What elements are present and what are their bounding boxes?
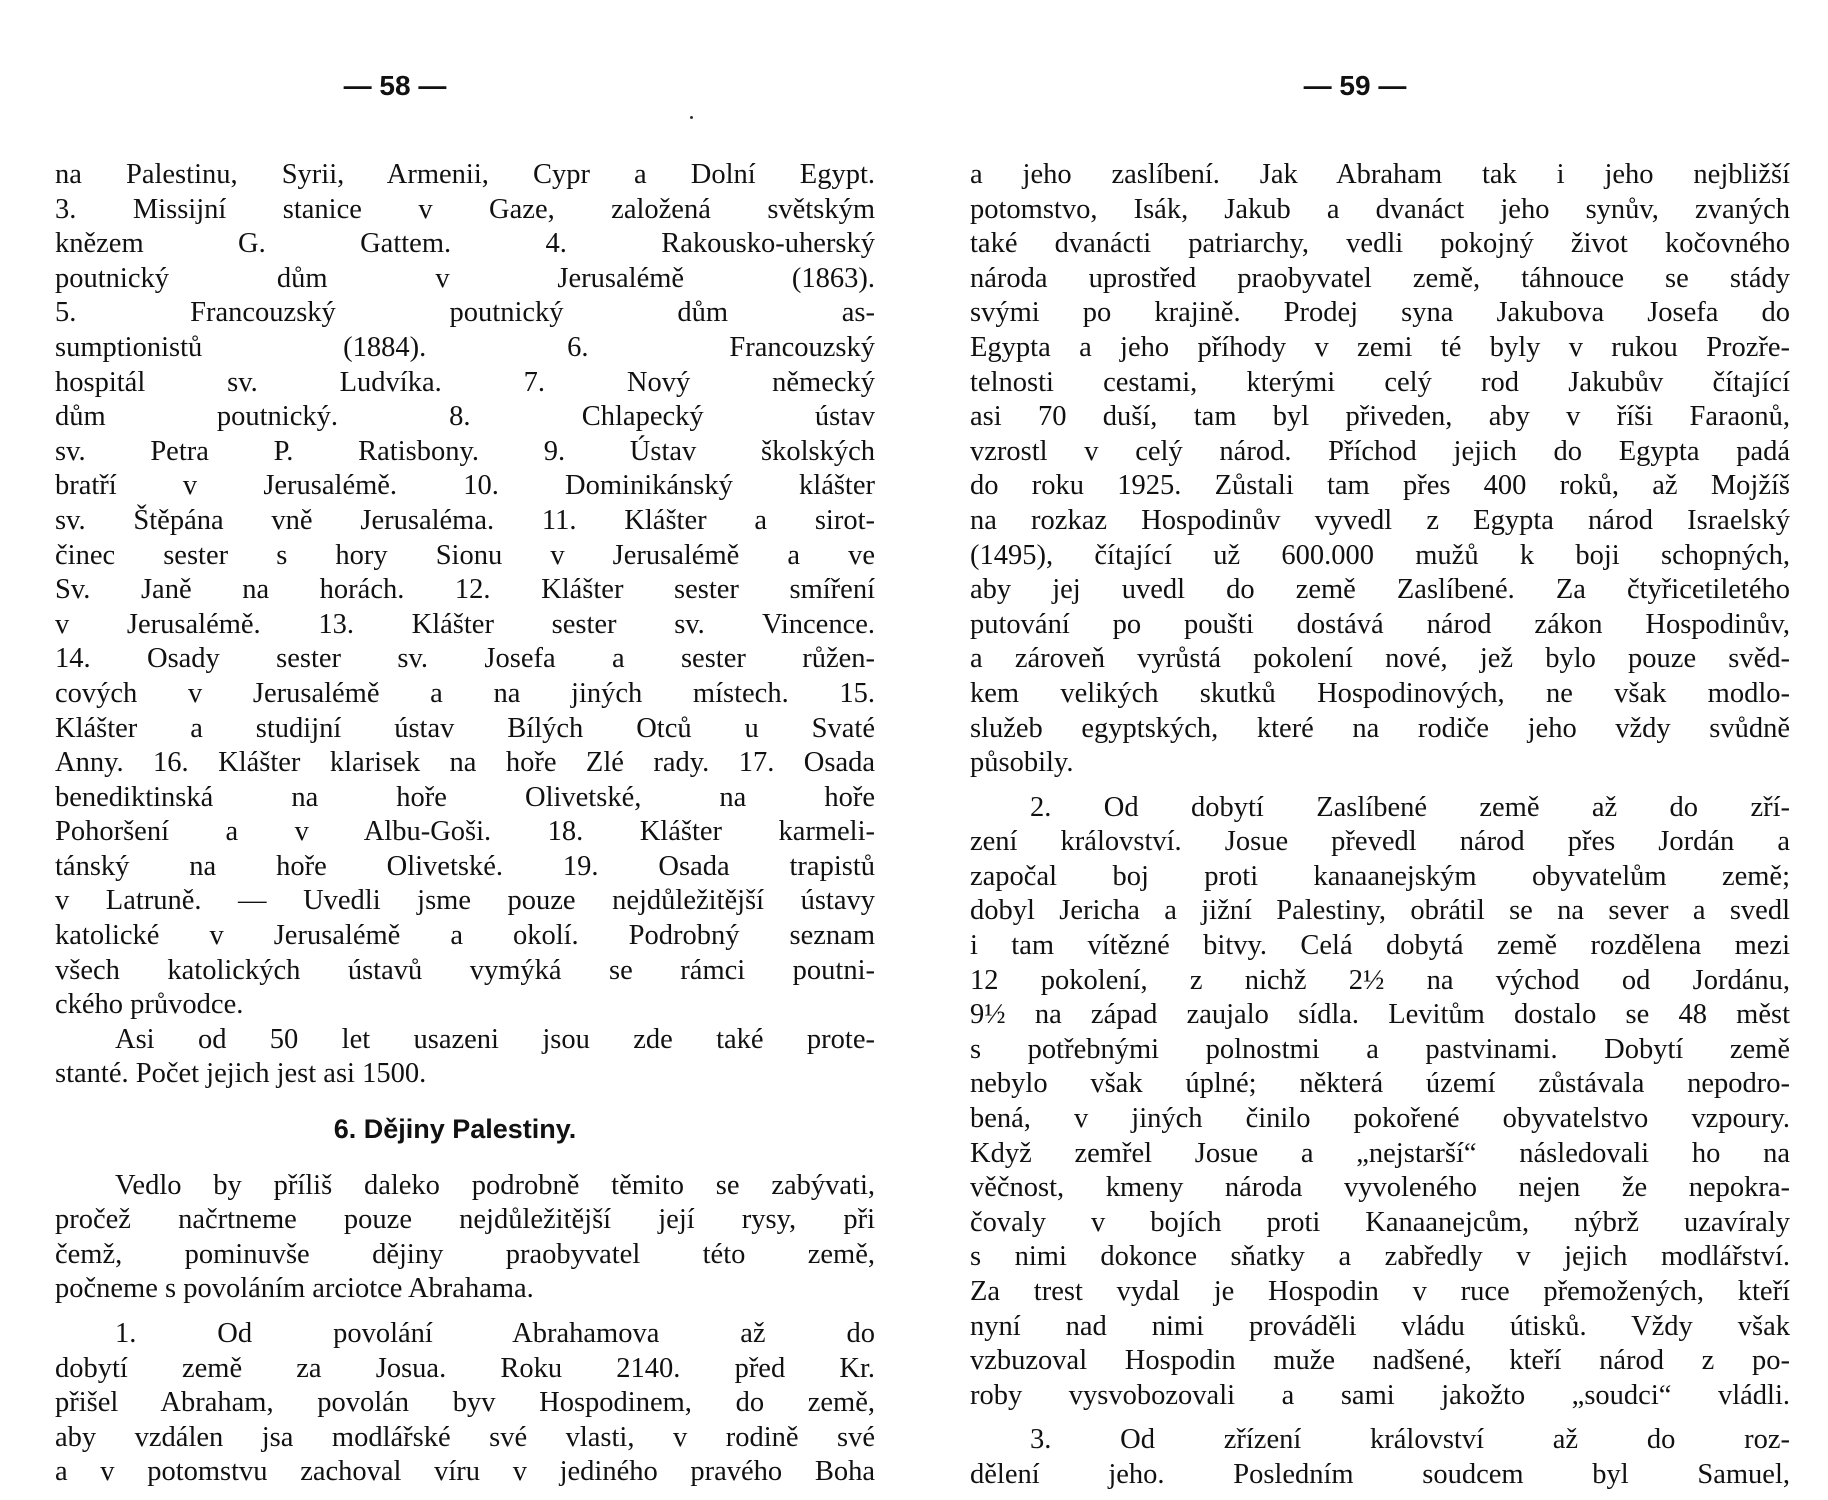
text-line: stanté. Počet jejich jest asi 1500. bbox=[55, 1058, 427, 1090]
text-line: dům poutnický. 8. Chlapecký ústav bbox=[55, 401, 875, 433]
text-line: 14. Osady sester sv. Josefa a sester růžen- bbox=[55, 643, 875, 675]
text-line: také dvanácti patriarchy, vedli pokojný život kočovného bbox=[970, 228, 1790, 260]
text-line: Klášter a studijní ústav Bílých Otců u Svaté bbox=[55, 712, 875, 744]
text-line: i tam vítězné bitvy. Celá dobytá země rozdělena mezi bbox=[970, 930, 1790, 962]
text-line: služeb egyptských, které na rodiče jeho vždy svůdně bbox=[970, 712, 1790, 744]
text-line: telnosti cestami, kterými celý rod Jakubův čítající bbox=[970, 366, 1790, 398]
page-text bbox=[970, 158, 1790, 1493]
left-page bbox=[55, 0, 875, 1500]
text-line: roby vysvobozovali a sami jakožto „soudci“ vládli. bbox=[970, 1379, 1790, 1411]
text-line: Pohoršení a v Albu-Goši. 18. Klášter karmeli- bbox=[55, 816, 875, 848]
text-line: pročež načrtneme pouze nejdůležitější její rysy, při bbox=[55, 1204, 875, 1236]
text-line: s nimi dokonce sňatky a zabředly v jejich modlářství. bbox=[970, 1241, 1790, 1273]
text-line: činec sester s hory Sionu v Jerusalémě a ve bbox=[55, 539, 875, 571]
text-line: nebylo však úplné; některá území zůstávala nepodro- bbox=[970, 1068, 1790, 1100]
text-line: 3. Od zřízení království až do roz- bbox=[1030, 1424, 1790, 1456]
text-line: počneme s povoláním arciotce Abrahama. bbox=[55, 1273, 534, 1305]
text-line: sv. Štěpána vně Jerusaléma. 11. Klášter a sirot- bbox=[55, 504, 875, 536]
text-line: s potřebnými polnostmi a pastvinami. Dobytí země bbox=[970, 1033, 1790, 1065]
text-line: dělení jeho. Posledním soudcem byl Samuel, bbox=[970, 1458, 1790, 1490]
text-line: Asi od 50 let usazeni jsou zde také prote- bbox=[115, 1023, 875, 1055]
text-line: benediktinská na hoře Olivetské, na hoře bbox=[55, 781, 875, 813]
text-line: bená, v jiných činilo pokořené obyvatelstvo vzpoury. bbox=[970, 1103, 1790, 1135]
text-line: kem velikých skutků Hospodinových, ne však modlo- bbox=[970, 677, 1790, 709]
text-line: potomstvo, Isák, Jakub a dvanáct jeho synův, zvaných bbox=[970, 193, 1790, 225]
text-line: vzrostl v celý národ. Příchod jejich do Egypta padá bbox=[970, 435, 1790, 467]
text-line: na rozkaz Hospodinův vyvedl z Egypta národ Israelský bbox=[970, 504, 1790, 536]
text-line: tánský na hoře Olivetské. 19. Osada trapistů bbox=[55, 850, 875, 882]
text-line: národa uprostřed praobyvatel země, táhnouce se stády bbox=[970, 262, 1790, 294]
text-line: cových v Jerusalémě a na jiných místech. 15. bbox=[55, 677, 875, 709]
text-line: a v potomstvu zachoval víru v jediného pravého Boha bbox=[55, 1456, 875, 1488]
text-line: (1495), čítající už 600.000 mužů k boji schopných, bbox=[970, 539, 1790, 571]
text-line: zení království. Josue převedl národ přes Jordán a bbox=[970, 826, 1790, 858]
text-line: působily. bbox=[970, 747, 1074, 779]
text-line: přišel Abraham, povolán byv Hospodinem, do země, bbox=[55, 1387, 875, 1419]
page-number: — 59 — bbox=[1303, 70, 1407, 101]
text-line: čemž, pominuvše dějiny praobyvatel této země, bbox=[55, 1238, 875, 1270]
text-line: 3. Missijní stanice v Gaze, založená světským bbox=[55, 193, 875, 225]
text-line: hospitál sv. Ludvíka. 7. Nový německý bbox=[55, 366, 875, 398]
text-line: putování po poušti dostává národ zákon Hospodinův, bbox=[970, 608, 1790, 640]
text-line: aby jej uvedl do země Zaslíbené. Za čtyřicetiletého bbox=[970, 574, 1790, 606]
text-line: asi 70 duší, tam byl přiveden, aby v říši Faraonů, bbox=[970, 401, 1790, 433]
text-line: věčnost, kmeny národa vyvoleného nejen že nepokra- bbox=[970, 1172, 1790, 1204]
text-line: na Palestinu, Syrii, Armenii, Cypr a Dolní Egypt. bbox=[55, 159, 875, 190]
page-number: — 58 — bbox=[343, 70, 447, 101]
text-line: 9½ na západ zaujalo sídla. Levitům dostalo se 48 měst bbox=[970, 999, 1790, 1031]
text-line: katolické v Jerusalémě a okolí. Podrobný seznam bbox=[55, 920, 875, 952]
text-line: Vedlo by příliš daleko podrobně těmito se zabývati, bbox=[115, 1169, 875, 1201]
text-line: čovaly v bojích proti Kanaanejcům, nýbrž uzavíraly bbox=[970, 1206, 1790, 1238]
text-line: knězem G. Gattem. 4. Rakousko-uherský bbox=[55, 228, 875, 260]
text-line: a jeho zaslíbení. Jak Abraham tak i jeho nejbližší bbox=[970, 159, 1790, 190]
text-line: Anny. 16. Klášter klarisek na hoře Zlé rady. 17. Osada bbox=[55, 747, 875, 779]
text-line: Když zemřel Josue a „nejstarší“ následovali ho na bbox=[970, 1137, 1790, 1169]
section-heading: 6. Dějiny Palestiny. bbox=[333, 1114, 577, 1145]
text-line: sumptionistů (1884). 6. Francouzský bbox=[55, 331, 875, 363]
text-line: bratří v Jerusalémě. 10. Dominikánský klášter bbox=[55, 470, 875, 502]
text-line: vzbuzoval Hospodin muže nadšené, kteří národ z po- bbox=[970, 1345, 1790, 1377]
text-line: všech katolických ústavů vymýká se rámci poutni- bbox=[55, 954, 875, 986]
text-line: poutnický dům v Jerusalémě (1863). bbox=[55, 262, 875, 294]
text-line: nyní nad nimi prováděli vládu útisků. Vždy však bbox=[970, 1310, 1790, 1342]
page-text bbox=[55, 158, 875, 1490]
text-line: 5. Francouzský poutnický dům as- bbox=[55, 297, 875, 329]
text-line: svými po krajině. Prodej syna Jakubova Josefa do bbox=[970, 297, 1790, 329]
text-line: 1. Od povolání Abrahamova až do bbox=[115, 1318, 875, 1349]
text-line: Egypta a jeho příhody v zemi té byly v rukou Prozře- bbox=[970, 331, 1790, 363]
text-line: a zároveň vyrůstá pokolení nové, jež bylo pouze svěd- bbox=[970, 643, 1790, 675]
text-line: ckého průvodce. bbox=[55, 989, 244, 1021]
text-line: dobyl Jericha a jižní Palestiny, obrátil se na sever a svedl bbox=[970, 895, 1790, 927]
text-line: v Jerusalémě. 13. Klášter sester sv. Vincence. bbox=[55, 608, 875, 640]
text-line: aby vzdálen jsa modlářské své vlasti, v rodině své bbox=[55, 1421, 875, 1453]
text-line: 12 pokolení, z nichž 2½ na východ od Jordánu, bbox=[970, 964, 1790, 996]
text-line: dobytí země za Josua. Roku 2140. před Kr. bbox=[55, 1352, 875, 1384]
text-line: 2. Od dobytí Zaslíbené země až do zří- bbox=[1030, 791, 1790, 823]
text-line: sv. Petra P. Ratisbony. 9. Ústav školských bbox=[55, 435, 875, 467]
text-line: Za trest vydal je Hospodin v ruce přemožených, kteří bbox=[970, 1276, 1790, 1307]
text-line: Sv. Janě na horách. 12. Klášter sester smíření bbox=[55, 574, 875, 606]
text-line: v Latruně. — Uvedli jsme pouze nejdůležitější ústavy bbox=[55, 885, 875, 917]
text-line: započal boj proti kanaanejským obyvatelům země; bbox=[970, 860, 1790, 892]
text-line: do roku 1925. Zůstali tam přes 400 roků, až Mojžíš bbox=[970, 470, 1790, 502]
right-page bbox=[970, 0, 1790, 1500]
